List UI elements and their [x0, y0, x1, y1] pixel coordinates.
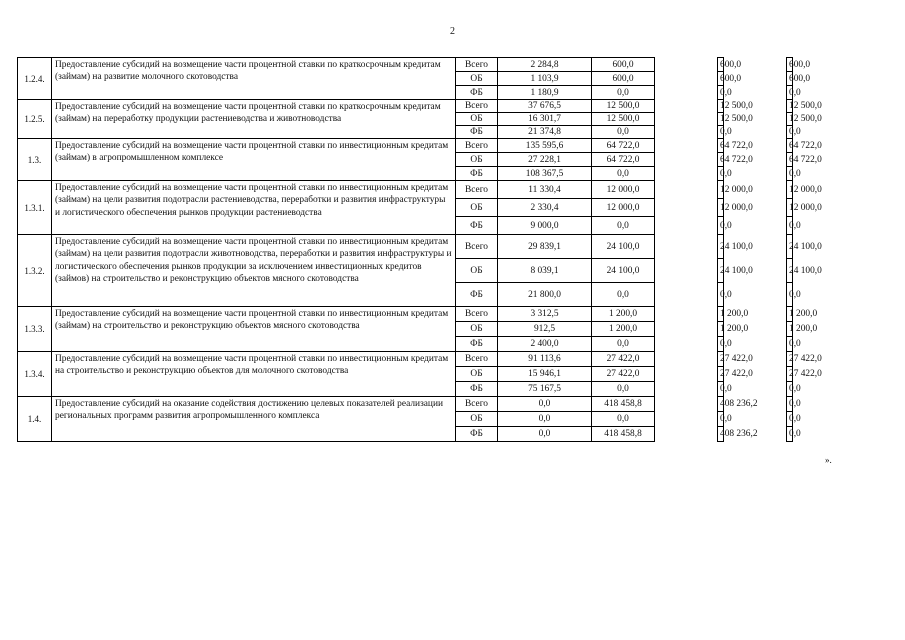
amount-year-3: 0,0 [718, 126, 724, 139]
budget-source-label: ФБ [456, 86, 498, 100]
amount-year-4: 0,0 [787, 337, 793, 352]
budget-source-label: Всего [456, 307, 498, 322]
column-spacer [655, 367, 718, 382]
amount-year-4: 12 500,0 [787, 100, 793, 113]
amount-year-2: 12 000,0 [592, 181, 655, 199]
budget-source-label: ОБ [456, 367, 498, 382]
amount-year-4: 24 100,0 [787, 259, 793, 283]
amount-year-3: 27 422,0 [718, 367, 724, 382]
amount-year-1: 16 301,7 [498, 113, 592, 126]
column-spacer [655, 86, 718, 100]
column-spacer [655, 382, 718, 397]
budget-source-label: ФБ [456, 427, 498, 442]
column-spacer [724, 167, 787, 181]
budget-source-label: ФБ [456, 217, 498, 235]
amount-year-2: 1 200,0 [592, 322, 655, 337]
column-spacer [655, 337, 718, 352]
column-spacer [655, 307, 718, 322]
amount-year-3: 408 236,2 [718, 427, 724, 442]
item-description: Предоставление субсидий на возмещение части процентной ставки по инвестиционным кредитам (займам) на строительство и реконструкцию объектов мясного скотоводства [52, 307, 456, 352]
amount-year-2: 600,0 [592, 58, 655, 72]
column-spacer [655, 412, 718, 427]
amount-year-3: 0,0 [718, 412, 724, 427]
amount-year-1: 0,0 [498, 412, 592, 427]
amount-year-3: 12 500,0 [718, 100, 724, 113]
amount-year-2: 64 722,0 [592, 153, 655, 167]
amount-year-4: 600,0 [787, 58, 793, 72]
table-row [18, 181, 856, 199]
amount-year-2: 12 500,0 [592, 113, 655, 126]
amount-year-1: 8 039,1 [498, 259, 592, 283]
amount-year-3: 600,0 [718, 58, 724, 72]
amount-year-3: 27 422,0 [718, 352, 724, 367]
amount-year-3: 12 000,0 [718, 199, 724, 217]
budget-source-label: ОБ [456, 199, 498, 217]
amount-year-1: 27 228,1 [498, 153, 592, 167]
budget-source-label: ОБ [456, 412, 498, 427]
item-number: 1.2.5. [18, 100, 52, 139]
item-description: Предоставление субсидий на возмещение части процентной ставки по краткосрочным кредитам (займам) на развитие молочного скотоводства [52, 58, 456, 100]
column-spacer [655, 235, 718, 259]
table-row [18, 100, 856, 113]
amount-year-1: 9 000,0 [498, 217, 592, 235]
column-spacer [655, 153, 718, 167]
amount-year-4: 27 422,0 [787, 352, 793, 367]
column-spacer [724, 412, 787, 427]
column-spacer [655, 72, 718, 86]
column-spacer [655, 58, 718, 72]
amount-year-2: 0,0 [592, 86, 655, 100]
budget-source-label: Всего [456, 397, 498, 412]
amount-year-1: 1 103,9 [498, 72, 592, 86]
amount-year-4: 0,0 [787, 382, 793, 397]
column-spacer [655, 126, 718, 139]
column-spacer [655, 283, 718, 307]
amount-year-3: 408 236,2 [718, 397, 724, 412]
budget-source-label: ФБ [456, 126, 498, 139]
amount-year-1: 15 946,1 [498, 367, 592, 382]
budget-source-label: ФБ [456, 167, 498, 181]
budget-source-label: ОБ [456, 322, 498, 337]
budget-source-label: ФБ [456, 283, 498, 307]
amount-year-2: 0,0 [592, 126, 655, 139]
amount-year-1: 135 595,6 [498, 139, 592, 153]
amount-year-3: 1 200,0 [718, 322, 724, 337]
budget-source-label: Всего [456, 352, 498, 367]
amount-year-4: 0,0 [787, 126, 793, 139]
amount-year-3: 12 500,0 [718, 113, 724, 126]
column-spacer [655, 259, 718, 283]
item-number: 1.3.1. [18, 181, 52, 235]
budget-source-label: ФБ [456, 382, 498, 397]
amount-year-1: 91 113,6 [498, 352, 592, 367]
amount-year-1: 0,0 [498, 427, 592, 442]
amount-year-4: 12 500,0 [787, 113, 793, 126]
amount-year-1: 37 676,5 [498, 100, 592, 113]
amount-year-4: 12 000,0 [787, 181, 793, 199]
amount-year-4: 0,0 [787, 283, 793, 307]
amount-year-3: 24 100,0 [718, 259, 724, 283]
closing-quote-mark: ». [825, 455, 832, 465]
table-row [18, 307, 856, 322]
amount-year-4: 1 200,0 [787, 307, 793, 322]
amount-year-3: 0,0 [718, 382, 724, 397]
column-spacer [655, 427, 718, 442]
amount-year-3: 0,0 [718, 167, 724, 181]
page-number: 2 [450, 26, 455, 37]
budget-source-label: Всего [456, 100, 498, 113]
amount-year-1: 29 839,1 [498, 235, 592, 259]
amount-year-2: 0,0 [592, 337, 655, 352]
amount-year-4: 0,0 [787, 397, 793, 412]
amount-year-2: 12 500,0 [592, 100, 655, 113]
amount-year-4: 0,0 [787, 217, 793, 235]
subsidy-budget-table [17, 57, 856, 442]
amount-year-4: 64 722,0 [787, 153, 793, 167]
column-spacer [655, 397, 718, 412]
amount-year-1: 2 330,4 [498, 199, 592, 217]
item-description: Предоставление субсидий на оказание содействия достижению целевых показателей реализации региональных программ развития агропромышленного комплекса [52, 397, 456, 442]
item-number: 1.3. [18, 139, 52, 181]
column-spacer [724, 337, 787, 352]
amount-year-4: 64 722,0 [787, 139, 793, 153]
amount-year-2: 27 422,0 [592, 367, 655, 382]
column-spacer [655, 217, 718, 235]
item-number: 1.4. [18, 397, 52, 442]
item-number: 1.3.2. [18, 235, 52, 307]
amount-year-4: 1 200,0 [787, 322, 793, 337]
column-spacer [655, 199, 718, 217]
column-spacer [655, 322, 718, 337]
column-spacer [724, 283, 787, 307]
amount-year-2: 64 722,0 [592, 139, 655, 153]
amount-year-3: 0,0 [718, 337, 724, 352]
amount-year-4: 0,0 [787, 427, 793, 442]
amount-year-4: 27 422,0 [787, 367, 793, 382]
amount-year-3: 24 100,0 [718, 235, 724, 259]
amount-year-3: 0,0 [718, 86, 724, 100]
item-description: Предоставление субсидий на возмещение части процентной ставки по инвестиционным кредитам (займам) на цели развития подотрасли растениеводства, переработки и развития инфраструктуры и логистического обеспечения рынков продукции растениеводства [52, 181, 456, 235]
amount-year-2: 1 200,0 [592, 307, 655, 322]
amount-year-4: 600,0 [787, 72, 793, 86]
budget-source-label: ОБ [456, 113, 498, 126]
amount-year-2: 418 458,8 [592, 397, 655, 412]
item-description: Предоставление субсидий на возмещение части процентной ставки по инвестиционным кредитам на строительство и реконструкцию объектов для молочного скотоводства [52, 352, 456, 397]
column-spacer [655, 100, 718, 113]
table-row [18, 397, 856, 412]
amount-year-2: 12 000,0 [592, 199, 655, 217]
amount-year-2: 600,0 [592, 72, 655, 86]
amount-year-1: 2 400,0 [498, 337, 592, 352]
amount-year-1: 108 367,5 [498, 167, 592, 181]
table-row [18, 58, 856, 72]
budget-source-label: Всего [456, 58, 498, 72]
amount-year-2: 0,0 [592, 412, 655, 427]
amount-year-1: 21 800,0 [498, 283, 592, 307]
amount-year-1: 11 330,4 [498, 181, 592, 199]
column-spacer [724, 86, 787, 100]
amount-year-1: 0,0 [498, 397, 592, 412]
amount-year-2: 24 100,0 [592, 259, 655, 283]
item-number: 1.3.4. [18, 352, 52, 397]
amount-year-1: 3 312,5 [498, 307, 592, 322]
column-spacer [724, 382, 787, 397]
column-spacer [655, 113, 718, 126]
amount-year-2: 0,0 [592, 283, 655, 307]
amount-year-2: 27 422,0 [592, 352, 655, 367]
amount-year-1: 2 284,8 [498, 58, 592, 72]
amount-year-4: 24 100,0 [787, 235, 793, 259]
column-spacer [655, 167, 718, 181]
table-row [18, 235, 856, 259]
item-description: Предоставление субсидий на возмещение части процентной ставки по инвестиционным кредитам (займам) на цели развития подотрасли животноводства, переработки и развития инфраструктуры и логистического обеспечения рынков продукции за исключением инвестиционных кредитов (займов) на строительство и реконструкцию объектов мясного скотоводства [52, 235, 456, 307]
amount-year-2: 418 458,8 [592, 427, 655, 442]
column-spacer [655, 139, 718, 153]
amount-year-3: 64 722,0 [718, 139, 724, 153]
column-spacer [724, 217, 787, 235]
table-row [18, 139, 856, 153]
column-spacer [655, 181, 718, 199]
amount-year-2: 0,0 [592, 217, 655, 235]
budget-source-label: ОБ [456, 72, 498, 86]
amount-year-1: 1 180,9 [498, 86, 592, 100]
budget-source-label: ОБ [456, 153, 498, 167]
budget-source-label: Всего [456, 181, 498, 199]
amount-year-2: 0,0 [592, 167, 655, 181]
amount-year-3: 1 200,0 [718, 307, 724, 322]
amount-year-4: 0,0 [787, 167, 793, 181]
budget-source-label: Всего [456, 235, 498, 259]
amount-year-1: 912,5 [498, 322, 592, 337]
item-description: Предоставление субсидий на возмещение части процентной ставки по инвестиционным кредитам (займам) в агропромышленном комплексе [52, 139, 456, 181]
budget-source-label: ОБ [456, 259, 498, 283]
amount-year-1: 75 167,5 [498, 382, 592, 397]
amount-year-4: 0,0 [787, 86, 793, 100]
item-description: Предоставление субсидий на возмещение части процентной ставки по краткосрочным кредитам (займам) на переработку продукции растениеводства и животноводства [52, 100, 456, 139]
amount-year-3: 64 722,0 [718, 153, 724, 167]
budget-source-label: Всего [456, 139, 498, 153]
amount-year-2: 24 100,0 [592, 235, 655, 259]
budget-source-label: ФБ [456, 337, 498, 352]
column-spacer [655, 352, 718, 367]
amount-year-4: 12 000,0 [787, 199, 793, 217]
item-number: 1.2.4. [18, 58, 52, 100]
amount-year-4: 0,0 [787, 412, 793, 427]
amount-year-3: 0,0 [718, 283, 724, 307]
amount-year-2: 0,0 [592, 382, 655, 397]
column-spacer [724, 126, 787, 139]
item-number: 1.3.3. [18, 307, 52, 352]
amount-year-3: 600,0 [718, 72, 724, 86]
table-row [18, 352, 856, 367]
amount-year-1: 21 374,8 [498, 126, 592, 139]
amount-year-3: 12 000,0 [718, 181, 724, 199]
amount-year-3: 0,0 [718, 217, 724, 235]
